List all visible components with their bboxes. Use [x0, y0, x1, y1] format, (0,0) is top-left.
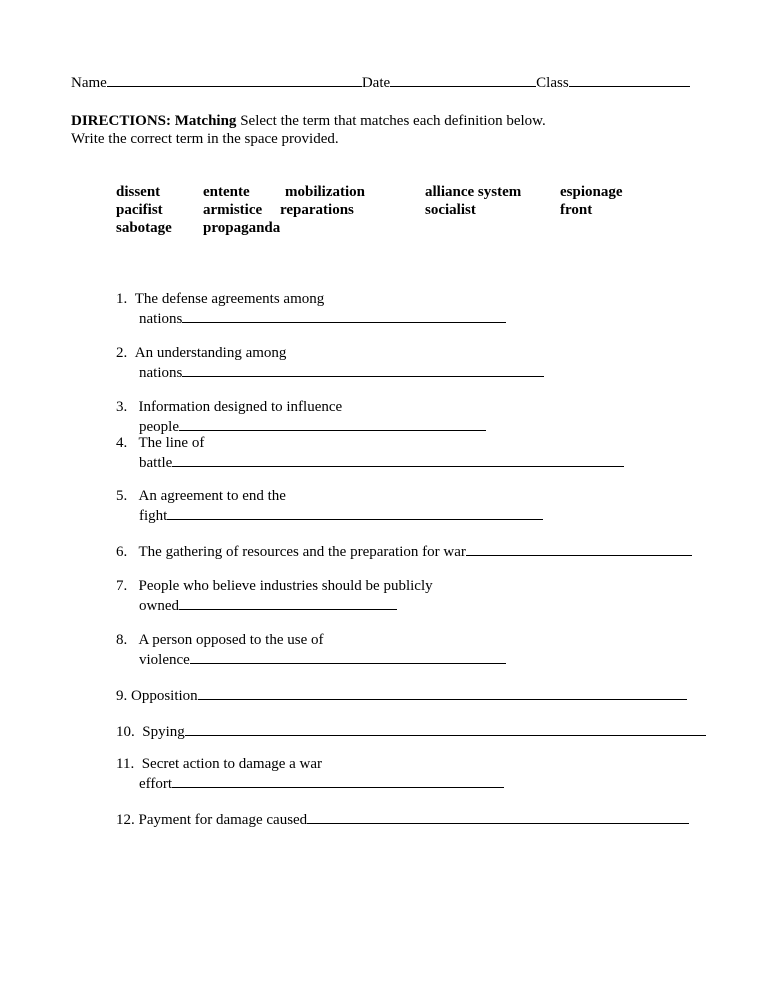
answer-blank[interactable]: [190, 649, 506, 664]
question-text: A person opposed to the use of: [138, 632, 324, 648]
directions-text: Select the term that matches each definition below.: [236, 113, 546, 129]
question-7-answer-line: [139, 595, 397, 615]
header-row: [71, 72, 690, 92]
question-text: An understanding among: [134, 345, 287, 361]
question-text: fight: [139, 508, 168, 524]
question-number: 4.: [116, 435, 128, 451]
question-number: 1.: [116, 291, 128, 307]
question-10: [116, 721, 706, 741]
question-5-answer-line: [139, 505, 543, 525]
word-pacifist: pacifist: [116, 202, 163, 218]
question-number: 6.: [116, 544, 128, 560]
question-text: Spying: [142, 724, 185, 740]
answer-blank[interactable]: [172, 773, 504, 788]
question-number: 2.: [116, 345, 128, 361]
question-text: People who believe industries should be publicly: [138, 578, 433, 594]
question-text: Secret action to damage a war: [141, 756, 323, 772]
word-entente: entente: [203, 184, 250, 200]
directions-heading: DIRECTIONS: Matching: [71, 113, 237, 129]
word-front: front: [560, 202, 593, 218]
name-label: Name: [71, 75, 107, 91]
question-2-answer-line: [139, 362, 544, 382]
question-text: The defense agreements among: [134, 291, 325, 307]
question-number: 3.: [116, 399, 128, 415]
question-4: [116, 434, 204, 452]
word-armistice: armistice: [203, 202, 263, 218]
answer-blank[interactable]: [307, 809, 689, 824]
answer-blank[interactable]: [198, 685, 687, 700]
question-12: [116, 809, 689, 829]
question-6: [116, 541, 692, 561]
question-3: [116, 398, 342, 416]
question-8-answer-line: [139, 649, 506, 669]
question-4-answer-line: [139, 452, 624, 472]
question-number: 11.: [116, 756, 135, 772]
word-reparations: reparations: [280, 202, 354, 218]
question-9: [116, 685, 687, 705]
word-dissent: dissent: [116, 184, 161, 200]
answer-blank[interactable]: [182, 362, 544, 377]
question-11-answer-line: [139, 773, 504, 793]
word-mobilization: mobilization: [285, 184, 366, 200]
word-sabotage: sabotage: [116, 220, 172, 236]
question-text: violence: [139, 652, 190, 668]
question-7: [116, 577, 433, 595]
question-number: 5.: [116, 488, 128, 504]
question-number: 8.: [116, 632, 128, 648]
answer-blank[interactable]: [172, 452, 624, 467]
class-blank[interactable]: [569, 72, 690, 87]
answer-blank[interactable]: [466, 541, 692, 556]
question-text: nations: [139, 365, 183, 381]
question-1: [116, 290, 324, 308]
question-text: Information designed to influence: [138, 399, 343, 415]
answer-blank[interactable]: [179, 416, 486, 431]
question-11: [116, 755, 322, 773]
question-text: The gathering of resources and the preparation for war: [138, 544, 466, 560]
word-socialist: socialist: [425, 202, 476, 218]
question-number: 7.: [116, 578, 128, 594]
answer-blank[interactable]: [182, 308, 506, 323]
question-2: [116, 344, 286, 362]
question-5: [116, 487, 286, 505]
question-text: nations: [139, 311, 183, 327]
answer-blank[interactable]: [179, 595, 397, 610]
question-number: 10.: [116, 724, 135, 740]
question-1-answer-line: [139, 308, 506, 328]
directions-line-1: [71, 112, 546, 130]
question-number: 9.: [116, 688, 128, 704]
answer-blank[interactable]: [167, 505, 543, 520]
question-text: effort: [139, 776, 173, 792]
question-text: Opposition: [131, 688, 198, 704]
question-8: [116, 631, 323, 649]
word-propaganda: propaganda: [203, 220, 281, 236]
date-label: Date: [361, 75, 391, 91]
question-text: The line of: [138, 435, 205, 451]
word-alliance-system: alliance system: [425, 184, 522, 200]
answer-blank[interactable]: [185, 721, 706, 736]
question-3-answer-line: [139, 416, 486, 436]
question-text: people: [139, 419, 179, 435]
date-blank[interactable]: [390, 72, 536, 87]
question-text: owned: [139, 598, 179, 614]
question-text: Payment for damage caused: [138, 812, 308, 828]
question-number: 12.: [116, 812, 135, 828]
directions-line-2: Write the correct term in the space provided.: [71, 131, 339, 147]
question-text: An agreement to end the: [138, 488, 286, 504]
name-blank[interactable]: [107, 72, 362, 87]
question-text: battle: [139, 455, 173, 471]
word-espionage: espionage: [560, 184, 623, 200]
class-label: Class: [536, 75, 569, 91]
